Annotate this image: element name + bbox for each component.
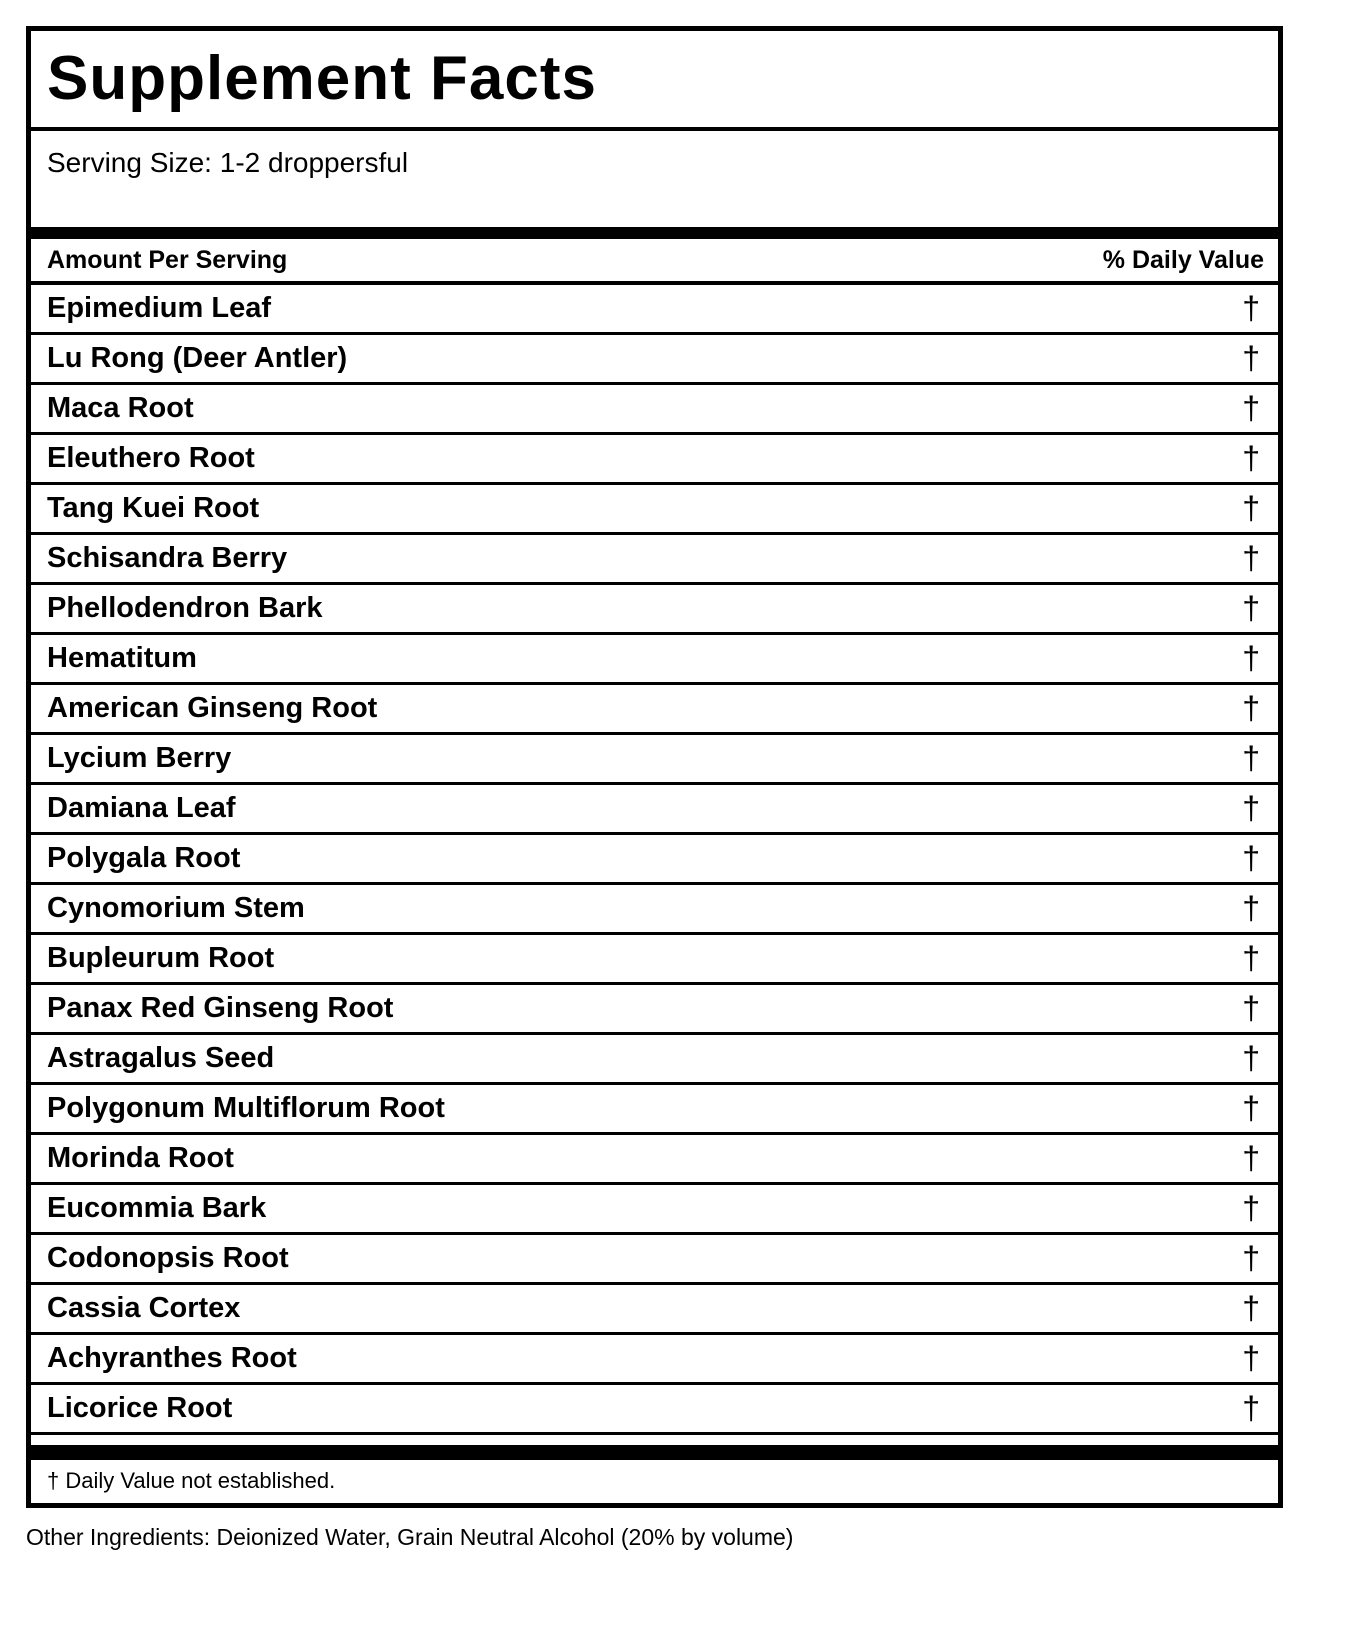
ingredient-row [31, 685, 1278, 735]
ingredient-name: Cynomorium Stem [47, 892, 305, 924]
daily-value-dagger: † [1242, 890, 1260, 926]
ingredient-name: Tang Kuei Root [47, 492, 260, 524]
ingredient-row [31, 1385, 1278, 1435]
title-row [31, 31, 1278, 131]
daily-value-dagger: † [1242, 590, 1260, 626]
ingredient-row [31, 1335, 1278, 1385]
ingredient-name: Epimedium Leaf [47, 292, 271, 324]
ingredient-row [31, 385, 1278, 435]
ingredient-name: Phellodendron Bark [47, 592, 323, 624]
daily-value-dagger: † [1242, 940, 1260, 976]
daily-value-dagger: † [1242, 1140, 1260, 1176]
ingredient-row [31, 1035, 1278, 1085]
ingredient-name: Licorice Root [47, 1392, 233, 1424]
daily-value-dagger: † [1242, 440, 1260, 476]
ingredient-row [31, 435, 1278, 485]
ingredient-row [31, 835, 1278, 885]
other-ingredients: Other Ingredients: Deionized Water, Grain Neutral Alcohol (20% by volume) [26, 1524, 794, 1550]
daily-value-dagger: † [1242, 640, 1260, 676]
ingredient-row [31, 985, 1278, 1035]
column-header-row [31, 239, 1278, 285]
ingredient-row [31, 935, 1278, 985]
ingredient-row [31, 585, 1278, 635]
daily-value-dagger: † [1242, 490, 1260, 526]
footnote: † Daily Value not established. [47, 1467, 336, 1493]
ingredient-name: Astragalus Seed [47, 1042, 275, 1074]
supplement-facts-panel [26, 26, 1283, 1508]
ingredient-name: Hematitum [47, 642, 197, 674]
ingredient-row [31, 335, 1278, 385]
ingredient-name: Achyranthes Root [47, 1342, 297, 1374]
footnote-row [31, 1457, 1278, 1501]
ingredient-name: American Ginseng Root [47, 692, 378, 724]
serving-size: Serving Size: 1-2 droppersful [47, 147, 409, 178]
ingredient-name: Lycium Berry [47, 742, 232, 774]
ingredient-name: Damiana Leaf [47, 792, 236, 824]
daily-value-dagger: † [1242, 1040, 1260, 1076]
daily-value-dagger: † [1242, 790, 1260, 826]
ingredient-row [31, 735, 1278, 785]
ingredient-name: Cassia Cortex [47, 1292, 241, 1324]
spacer-row [31, 1435, 1278, 1445]
ingredient-name: Panax Red Ginseng Root [47, 992, 394, 1024]
ingredient-name: Schisandra Berry [47, 542, 288, 574]
ingredient-name: Eleuthero Root [47, 442, 255, 474]
ingredient-name: Lu Rong (Deer Antler) [47, 342, 348, 374]
thick-divider-bottom [31, 1445, 1278, 1457]
panel-title: Supplement Facts [47, 44, 597, 113]
ingredient-row [31, 1285, 1278, 1335]
ingredient-row [31, 1085, 1278, 1135]
daily-value-dagger: † [1242, 390, 1260, 426]
daily-value-dagger: † [1242, 740, 1260, 776]
ingredient-name: Polygonum Multiflorum Root [47, 1092, 445, 1124]
ingredient-row [31, 1235, 1278, 1285]
ingredient-row [31, 285, 1278, 335]
daily-value-header: % Daily Value [1102, 245, 1264, 274]
ingredient-row [31, 635, 1278, 685]
ingredient-row [31, 885, 1278, 935]
daily-value-dagger: † [1242, 1090, 1260, 1126]
ingredient-list [31, 285, 1278, 1435]
ingredient-row [31, 485, 1278, 535]
ingredient-row [31, 785, 1278, 835]
daily-value-dagger: † [1242, 690, 1260, 726]
daily-value-dagger: † [1242, 1240, 1260, 1276]
ingredient-name: Codonopsis Root [47, 1242, 289, 1274]
daily-value-dagger: † [1242, 1290, 1260, 1326]
ingredient-name: Bupleurum Root [47, 942, 275, 974]
ingredient-row [31, 535, 1278, 585]
ingredient-name: Maca Root [47, 392, 194, 424]
daily-value-dagger: † [1242, 290, 1260, 326]
daily-value-dagger: † [1242, 840, 1260, 876]
serving-size-row [31, 131, 1278, 227]
ingredient-name: Polygala Root [47, 842, 241, 874]
daily-value-dagger: † [1242, 340, 1260, 376]
amount-per-serving-header: Amount Per Serving [47, 245, 288, 274]
daily-value-dagger: † [1242, 1390, 1260, 1426]
ingredient-row [31, 1185, 1278, 1235]
thick-divider-top [31, 227, 1278, 239]
ingredient-name: Morinda Root [47, 1142, 234, 1174]
daily-value-dagger: † [1242, 990, 1260, 1026]
daily-value-dagger: † [1242, 540, 1260, 576]
ingredient-row [31, 1135, 1278, 1185]
ingredient-name: Eucommia Bark [47, 1192, 267, 1224]
daily-value-dagger: † [1242, 1340, 1260, 1376]
daily-value-dagger: † [1242, 1190, 1260, 1226]
